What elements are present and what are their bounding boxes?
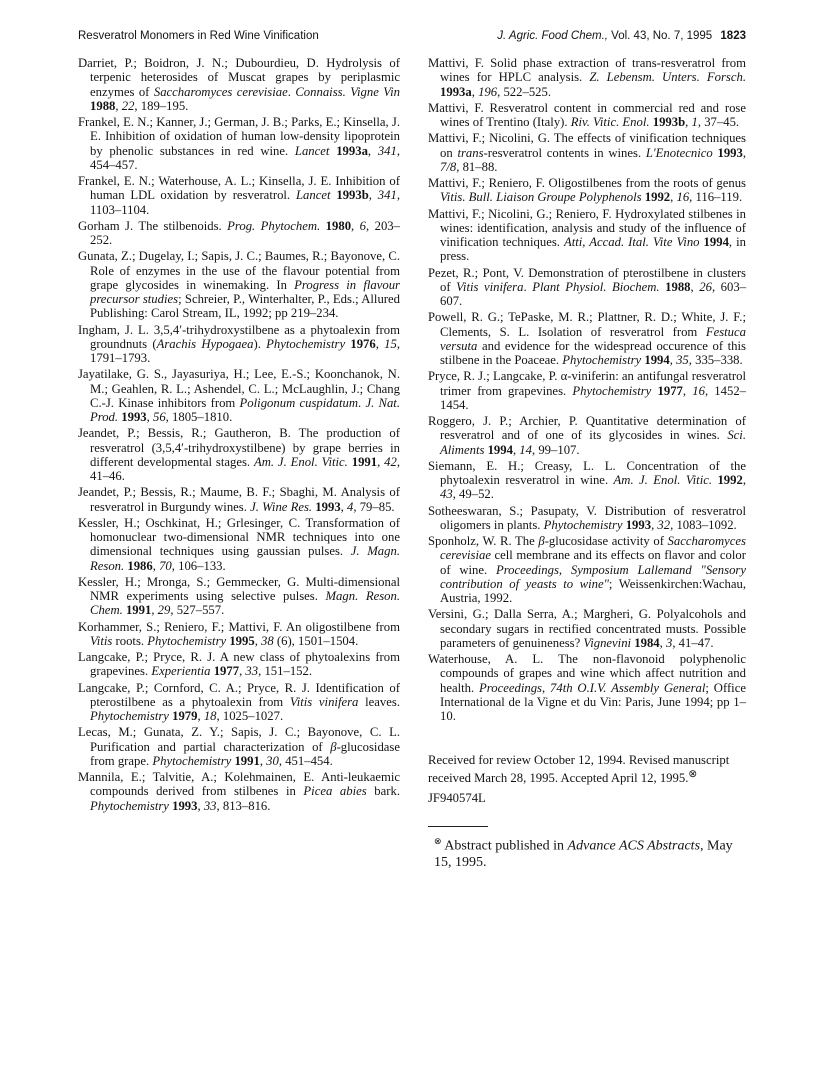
- footnote-rule: [428, 826, 488, 827]
- journal-name: J. Agric. Food Chem.,: [497, 30, 608, 42]
- reference-entry: Langcake, P.; Pryce, R. J. A new class of phytoalexins from grapevines. Experientia 1977, 33, 151–152.: [78, 650, 400, 679]
- article-code: JF940574L: [428, 791, 486, 806]
- received-dates: [428, 753, 746, 785]
- received-text: Received for review October 12, 1994. Revised manuscript received March 28, 1995. Accepted April 12, 1995.: [428, 753, 730, 785]
- reference-entry: Jeandet, P.; Bessis, R.; Maume, B. F.; Sbaghi, M. Analysis of resveratrol in Burgundy wines. J. Wine Res. 1993, 4, 79–85.: [78, 485, 400, 514]
- footnote-mark: ⊗: [434, 835, 442, 846]
- journal-citation: [400, 30, 746, 46]
- reference-entry: Versini, G.; Dalla Serra, A.; Margheri, G. Polyalcohols and secondary sugars in rectified concentrated musts. Possible parameters of genuineness? Vignevini 1984, 3, 41–47.: [428, 607, 746, 650]
- reference-entry: Mannila, E.; Talvitie, A.; Kolehmainen, E. Anti-leukaemic compounds derived from stilbenes in Picea abies bark. Phytochemistry 1993, 33, 813–816.: [78, 770, 400, 813]
- reference-entry: Sponholz, W. R. The β-glucosidase activity of Saccharomyces cerevisiae cell membrane and its effects on flavor and color of wine. Proceedings, Symposium Lallemand "Sensory contribution of yeasts to wine"; Weissenkirchen:Wachau, Austria, 1992.: [428, 534, 746, 605]
- reference-entry: Langcake, P.; Cornford, C. A.; Pryce, R. J. Identification of pterostilbene as a phytoalexin from Vitis vinifera leaves. Phytochemistry 1979, 18, 1025–1027.: [78, 680, 400, 723]
- reference-entry: Jeandet, P.; Bessis, R.; Gautheron, B. The production of resveratrol (3,5,4′-trihydroxystilbene) by grape berries in different developmental stages. Am. J. Enol. Vitic. 1991, 42, 41–46.: [78, 426, 401, 483]
- reference-entry: Lecas, M.; Gunata, Z. Y.; Sapis, J. C.; Bayonove, C. L. Purification and partial characterization of β-glucosidase from grape. Phytochemistry 1991, 30, 451–454.: [78, 725, 400, 768]
- reference-entry: Siemann, E. H.; Creasy, L. L. Concentration of the phytoalexin resveratrol in wine. Am. J. Enol. Vitic. 1992, 43, 49–52.: [428, 458, 746, 502]
- reference-entry: Mattivi, F.; Nicolini, G. The effects of vinification techniques on trans-resveratrol contents in wines. L'Enotecnico 1993, 7/8, 81–88.: [428, 131, 747, 174]
- reference-entry: Korhammer, S.; Reniero, F.; Mattivi, F. An oligostilbene from Vitis roots. Phytochemistry 1995, 38 (6), 1501–1504.: [78, 619, 400, 648]
- reference-entry: Jayatilake, G. S., Jayasuriya, H.; Lee, E.-S.; Koonchanok, N. M.; Geahlen, R. L.; Ashendel, C. L.; McLaughlin, J.; Chang C.-J. Kinase inhibitors from Poligonum cuspidatum. J. Nat. Prod. 1993, 56, 1805–1810.: [78, 367, 401, 424]
- reference-entry: Mattivi, F.; Nicolini, G.; Reniero, F. Hydroxylated stilbenes in wines: identification, analysis and study of the influence of vinification techniques. Atti, Accad. Ital. Vite Vino 1994, in press.: [428, 206, 746, 264]
- page-number: 1823: [720, 30, 746, 42]
- reference-entry: Frankel, E. N.; Kanner, J.; German, J. B.; Parks, E.; Kinsella, J. E. Inhibition of oxidation of human low-density lipoprotein by phenolic substances in red wine. Lancet 1993a, 341, 454–457.: [78, 115, 401, 172]
- reference-entry: Powell, R. G.; TePaske, M. R.; Plattner, R. D.; White, J. F.; Clements, S. L. Isolation of resveratrol from Festuca versuta and evidence for the widespread occurence of this stilbene in the Poaceae. Phytochemistry 1994, 35, 335–338.: [428, 310, 746, 367]
- reference-entry: Mattivi, F.; Reniero, F. Oligostilbenes from the roots of genus Vitis. Bull. Liaison Groupe Polyphenols 1992, 16, 116–119.: [428, 176, 746, 205]
- abstract-footnote: [428, 833, 746, 872]
- references-right-list: [428, 56, 746, 723]
- received-footnote-mark: ⊗: [688, 768, 698, 780]
- reference-entry: Frankel, E. N.; Waterhouse, A. L.; Kinsella, J. E. Inhibition of human LDL oxidation by resveratrol. Lancet 1993b, 341, 1103–1104.: [78, 174, 400, 217]
- reference-entry: Roggero, J. P.; Archier, P. Quantitative determination of resveratrol and of one of its glycosides in wines. Sci. Aliments 1994, 14, 99–107.: [428, 414, 746, 457]
- reference-entry: Mattivi, F. Resveratrol content in commercial red and rose wines of Trentino (Italy). Riv. Vitic. Enol. 1993b, 1, 37–45.: [428, 100, 746, 129]
- reference-entry: Ingham, J. L. 3,5,4′-trihydroxystilbene as a phytoalexin from groundnuts (Arachis Hypogaea). Phytochemistry 1976, 15, 1791–1793.: [78, 322, 401, 365]
- references-left-column: [78, 56, 400, 815]
- running-title: Resveratrol Monomers in Red Wine Vinification: [78, 30, 319, 42]
- reference-entry: Waterhouse, A. L. The non-flavonoid polyphenolic compounds of grapes and wine which affect nutrition and health. Proceedings, 74th O.I.V. Assembly General; Office International de la Vigne et du Vin: Paris, June 1994; pp 1–10.: [428, 652, 746, 723]
- reference-entry: Pryce, R. J.; Langcake, P. α-viniferin: an antifungal resveratrol trimer from grapevines. Phytochemistry 1977, 16, 1452–1454.: [428, 369, 747, 412]
- reference-entry: Kessler, H.; Mronga, S.; Gemmecker, G. Multi-dimensional NMR experiments using selective pulses. Magn. Reson. Chem. 1991, 29, 527–557.: [78, 574, 400, 618]
- reference-entry: Pezet, R.; Pont, V. Demonstration of pterostilbene in clusters of Vitis vinifera. Plant Physiol. Biochem. 1988, 26, 603–607.: [428, 265, 747, 308]
- reference-entry: Kessler, H.; Oschkinat, H.; Grlesinger, C. Transformation of homonuclear two-dimensional NMR techniques into one dimensional techniques using gaussian pulses. J. Magn. Reson. 1986, 70, 106–133.: [78, 515, 401, 573]
- footnote-text: Abstract published in Advance ACS Abstracts, May 15, 1995.: [434, 838, 733, 871]
- reference-entry: Sotheeswaran, S.; Pasupaty, V. Distribution of resveratrol oligomers in plants. Phytochemistry 1993, 32, 1083–1092.: [428, 503, 746, 532]
- reference-entry: Mattivi, F. Solid phase extraction of trans-resveratrol from wines for HPLC analysis. Z. Lebensm. Unters. Forsch. 1993a, 196, 522–525.: [428, 56, 746, 99]
- references-right-column: [428, 56, 746, 871]
- reference-entry: Gunata, Z.; Dugelay, I.; Sapis, J. C.; Baumes, R.; Bayonove, C. Role of enzymes in the use of the flavour potential from grape glycosides in winemaking. In Progress in flavour precursor studies; Schreier, P., Winterhalter, P., Eds.; Allured Publishing: Carol Stream, IL, 1992; pp 219–234.: [78, 249, 400, 321]
- journal-issue: Vol. 43, No. 7, 1995: [611, 30, 713, 42]
- reference-entry: Darriet, P.; Boidron, J. N.; Dubourdieu, D. Hydrolysis of terpenic heterosides of Muscat grapes by periplasmic enzymes of Saccharomyces cerevisiae. Connaiss. Vigne Vin 1988, 22, 189–195.: [78, 56, 400, 113]
- reference-entry: Gorham J. The stilbenoids. Prog. Phytochem. 1980, 6, 203–252.: [78, 218, 400, 247]
